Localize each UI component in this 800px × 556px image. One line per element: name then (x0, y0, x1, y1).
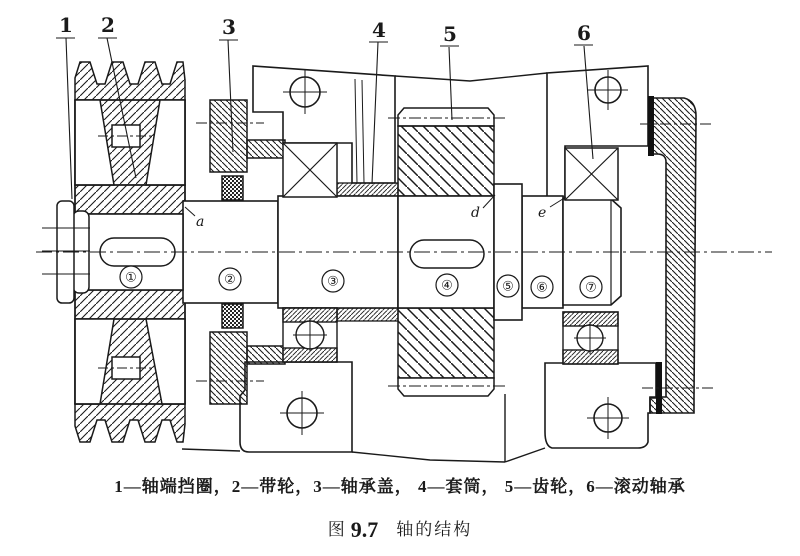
rolling-bearing-right-top (565, 148, 618, 200)
segment-number-4 (436, 274, 458, 296)
segment-number-6 (531, 276, 553, 298)
segment-number-1 (120, 266, 142, 288)
cover-lip-top (247, 140, 285, 158)
cap-gasket-bar-top (648, 96, 654, 156)
figure-caption: 1—轴端挡圈，2—带轮，3—轴承盖， 4—套筒， 5—齿轮，6—滚动轴承 (114, 477, 686, 496)
gear-body-bottom (398, 308, 494, 378)
segment-number-3 (322, 270, 344, 292)
segment-number-2 (219, 268, 241, 290)
rolling-bearing-left-top (283, 143, 337, 197)
figure-title (0, 515, 800, 541)
keyway-segment-4 (410, 240, 484, 268)
rolling-bearing-left-bottom (283, 308, 337, 362)
segment-number-5 (497, 275, 519, 297)
figure-title-text: 轴的结构 (396, 520, 473, 539)
gear-body-top (398, 126, 494, 196)
rolling-bearing-right-bottom (563, 312, 618, 364)
figure-number: 9.7 (350, 517, 379, 542)
svg-text:⑤: ⑤ (502, 279, 514, 295)
pulley-rim-bottom-grooves (75, 404, 185, 442)
letter-a: a (196, 214, 205, 230)
label-4: 4 (372, 18, 386, 42)
cover-flange-bottom (210, 332, 247, 404)
pulley-hub-bottom (75, 290, 185, 319)
letter-e: e (538, 205, 547, 221)
svg-text:⑦: ⑦ (585, 280, 597, 296)
housing-top-edge-over-gear (395, 73, 547, 81)
label-1: 1 (59, 13, 73, 37)
label-5: 5 (443, 22, 457, 46)
svg-text:①: ① (125, 270, 137, 286)
svg-text:③: ③ (327, 274, 339, 290)
letter-d: d (471, 205, 480, 221)
label-6: 6 (577, 21, 591, 45)
cover-seal-top (222, 176, 243, 200)
cover-flange-top (210, 100, 247, 172)
segment-number-7 (580, 276, 602, 298)
svg-text:②: ② (224, 272, 236, 288)
gear-tooth-band-top (398, 108, 494, 126)
gear-tooth-band-bottom (398, 378, 494, 396)
label-3: 3 (222, 15, 236, 39)
label-2: 2 (101, 13, 115, 37)
pulley-hub-top (75, 185, 185, 214)
svg-text:④: ④ (441, 278, 453, 294)
housing-lower-left-block (240, 362, 352, 452)
svg-text:⑥: ⑥ (536, 280, 548, 296)
cover-seal-bottom (222, 304, 243, 328)
pulley-rim-top-grooves (75, 62, 185, 100)
cover-lip-bottom (247, 346, 285, 364)
label-1-leader (56, 38, 75, 199)
figure-title-prefix: 图 (327, 520, 345, 539)
